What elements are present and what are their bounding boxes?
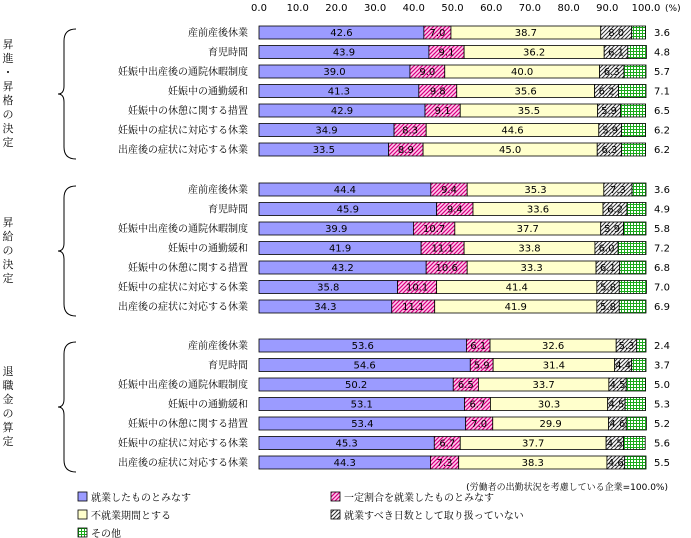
axis-tick-label: 50.0 bbox=[441, 3, 464, 14]
data-label-s3: 33.7 bbox=[532, 380, 555, 391]
data-label-s1: 53.6 bbox=[351, 341, 374, 352]
category-label: 出産後の症状に対応する休業 bbox=[118, 458, 248, 469]
data-label-s2: 8.9 bbox=[397, 145, 414, 156]
axis-tick-label: 10.0 bbox=[286, 3, 309, 14]
category-label: 妊娠中出産後の通院休暇制度 bbox=[118, 67, 248, 78]
data-label-s3: 33.3 bbox=[520, 263, 543, 274]
bar-segment-s5 bbox=[632, 359, 646, 372]
category-label: 妊娠中の通勤緩和 bbox=[168, 243, 248, 255]
data-label-s4: 4.4 bbox=[615, 360, 632, 372]
bar-segment-s5 bbox=[626, 378, 645, 391]
group-brace bbox=[58, 29, 76, 159]
data-label-s3: 35.5 bbox=[517, 106, 541, 117]
data-label-s5: 5.3 bbox=[654, 399, 670, 411]
data-label-s1: 45.9 bbox=[336, 204, 359, 216]
data-label-s4: 6.1 bbox=[608, 47, 624, 59]
group-label: 昇給の決定 bbox=[2, 216, 14, 285]
data-label-s3: 38.7 bbox=[514, 28, 537, 39]
bar-segment-s5 bbox=[620, 261, 646, 274]
axis-tick-label: 100.0 bbox=[631, 3, 661, 14]
data-label-s1: 44.4 bbox=[333, 185, 357, 196]
data-label-s5: 6.2 bbox=[654, 145, 670, 156]
data-label-s4: 6.2 bbox=[607, 204, 623, 216]
category-label: 妊娠中の通勤緩和 bbox=[168, 86, 248, 98]
legend-label-s4: 就業すべき日数として取り扱っていない bbox=[344, 511, 524, 522]
bar-segment-s5 bbox=[619, 300, 646, 313]
data-label-s5: 7.1 bbox=[654, 86, 670, 98]
data-label-s3: 33.8 bbox=[518, 243, 541, 255]
data-label-s2: 5.9 bbox=[473, 360, 490, 372]
bar-segment-s5 bbox=[620, 104, 645, 117]
legend-swatch-s3 bbox=[78, 510, 87, 519]
data-label-s1: 53.1 bbox=[350, 399, 373, 411]
data-label-s4: 5.9 bbox=[601, 106, 617, 117]
axis-tick-label: 70.0 bbox=[518, 3, 542, 14]
data-label-s4: 6.2 bbox=[598, 86, 615, 98]
data-label-s5: 5.2 bbox=[654, 419, 670, 430]
data-label-s5: 5.0 bbox=[654, 380, 670, 391]
axis-unit-label: (%) bbox=[665, 4, 681, 14]
data-label-s3: 33.6 bbox=[526, 204, 550, 216]
legend-swatch-s4 bbox=[331, 510, 340, 519]
data-label-s5: 4.8 bbox=[654, 47, 670, 59]
data-label-s5: 6.9 bbox=[654, 302, 670, 313]
data-label-s5: 6.5 bbox=[654, 106, 670, 117]
category-label: 産前産後休業 bbox=[188, 341, 248, 352]
bar-segment-s5 bbox=[627, 203, 646, 216]
data-label-s3: 41.4 bbox=[505, 282, 528, 294]
data-label-s4: 4.5 bbox=[608, 399, 625, 411]
category-label: 妊娠中出産後の通院休暇制度 bbox=[118, 380, 248, 391]
legend-label-s2: 一定割合を就業したものとみなす bbox=[344, 493, 494, 504]
bar-segment-s5 bbox=[619, 281, 646, 294]
data-label-s3: 37.7 bbox=[516, 224, 539, 235]
data-label-s5: 3.6 bbox=[654, 185, 670, 196]
data-label-s3: 30.3 bbox=[537, 399, 561, 411]
data-label-s1: 45.3 bbox=[335, 438, 358, 450]
data-label-s5: 2.4 bbox=[654, 341, 670, 352]
category-label: 育児時間 bbox=[208, 47, 248, 59]
category-label: 産前産後休業 bbox=[188, 28, 248, 39]
category-label: 妊娠中の症状に対応する休業 bbox=[118, 125, 248, 137]
data-label-s1: 42.6 bbox=[330, 28, 353, 39]
data-label-s3: 31.4 bbox=[542, 360, 566, 372]
group-label: 昇進・昇格の決定 bbox=[2, 38, 14, 149]
data-label-s2: 9.4 bbox=[441, 185, 457, 196]
data-label-s2: 10.6 bbox=[435, 263, 458, 274]
category-label: 妊娠中の休憩に関する措置 bbox=[128, 263, 248, 274]
data-label-s1: 54.6 bbox=[353, 360, 376, 372]
bar-segment-s5 bbox=[625, 398, 646, 411]
data-label-s4: 8.0 bbox=[608, 28, 625, 39]
data-label-s2: 7.3 bbox=[436, 458, 453, 469]
category-label: 妊娠中の症状に対応する休業 bbox=[118, 438, 248, 450]
data-label-s2: 6.7 bbox=[439, 438, 456, 450]
data-label-s2: 6.7 bbox=[469, 399, 486, 411]
data-label-s2: 11.1 bbox=[402, 302, 425, 313]
data-label-s4: 5.8 bbox=[600, 282, 617, 294]
percent-axis bbox=[251, 3, 681, 14]
data-label-s3: 44.6 bbox=[501, 125, 524, 137]
bar-segment-s5 bbox=[622, 124, 646, 137]
bar-segment-s5 bbox=[632, 183, 646, 196]
data-label-s2: 7.0 bbox=[429, 28, 446, 39]
data-label-s3: 38.3 bbox=[521, 458, 544, 469]
data-label-s1: 33.5 bbox=[312, 145, 335, 156]
data-label-s4: 6.0 bbox=[598, 243, 615, 255]
data-label-s5: 7.0 bbox=[654, 282, 670, 294]
data-label-s3: 41.9 bbox=[504, 302, 527, 313]
axis-tick-label: 30.0 bbox=[363, 3, 387, 14]
legend-swatch-s2 bbox=[331, 492, 340, 501]
category-label: 妊娠中の休憩に関する措置 bbox=[128, 419, 248, 430]
data-label-s3: 37.7 bbox=[522, 438, 545, 450]
data-label-s3: 32.6 bbox=[541, 341, 565, 352]
data-label-s4: 5.8 bbox=[600, 302, 617, 313]
data-label-s1: 34.9 bbox=[315, 125, 338, 137]
bar-segment-s5 bbox=[628, 46, 647, 59]
bar-segment-s5 bbox=[625, 456, 646, 469]
data-label-s5: 3.6 bbox=[654, 28, 670, 39]
data-label-s2: 9.1 bbox=[438, 47, 455, 59]
legend bbox=[78, 491, 524, 538]
data-label-s5: 3.7 bbox=[654, 360, 670, 372]
data-label-s3: 36.2 bbox=[523, 47, 546, 59]
data-label-s4: 6.1 bbox=[599, 263, 616, 274]
data-label-s5: 5.7 bbox=[654, 67, 670, 78]
data-label-s4: 4.5 bbox=[606, 438, 623, 450]
data-label-s1: 35.8 bbox=[317, 282, 340, 294]
data-label-s2: 10.1 bbox=[405, 282, 429, 294]
data-label-s5: 7.2 bbox=[654, 243, 670, 255]
group-labels bbox=[3, 29, 77, 472]
legend-label-s5: その他 bbox=[91, 529, 121, 538]
category-label: 妊娠中の症状に対応する休業 bbox=[118, 282, 248, 294]
group-label: 退職金の算定 bbox=[2, 365, 14, 448]
data-label-s1: 53.4 bbox=[351, 419, 374, 430]
category-label: 出産後の症状に対応する休業 bbox=[118, 145, 248, 156]
data-label-s1: 43.9 bbox=[332, 47, 356, 59]
data-label-s1: 42.9 bbox=[330, 106, 354, 117]
axis-tick-label: 20.0 bbox=[325, 3, 348, 14]
data-label-s5: 5.8 bbox=[654, 224, 670, 235]
data-label-s4: 7.3 bbox=[609, 185, 626, 196]
data-label-s1: 41.3 bbox=[327, 86, 351, 98]
data-label-s2: 9.1 bbox=[434, 106, 451, 117]
category-label: 出産後の症状に対応する休業 bbox=[118, 302, 248, 313]
legend-swatch-s1 bbox=[78, 492, 87, 501]
bar-segment-s5 bbox=[637, 339, 646, 352]
data-label-s4: 4.6 bbox=[607, 458, 624, 469]
bar-segment-s5 bbox=[619, 85, 646, 98]
data-label-s3: 35.3 bbox=[524, 185, 547, 196]
category-labels bbox=[118, 26, 248, 469]
group-brace bbox=[58, 186, 76, 316]
bar-rows bbox=[259, 26, 670, 469]
data-label-s3: 35.6 bbox=[514, 86, 537, 98]
bar-segment-s5 bbox=[624, 222, 646, 235]
category-label: 産前産後休業 bbox=[188, 185, 248, 196]
data-label-s2: 7.0 bbox=[471, 419, 488, 430]
data-label-s4: 4.5 bbox=[609, 380, 626, 391]
data-label-s4: 6.3 bbox=[603, 67, 620, 78]
axis-tick-label: 40.0 bbox=[402, 3, 425, 14]
data-label-s1: 34.3 bbox=[314, 302, 337, 313]
data-label-s3: 29.9 bbox=[539, 419, 562, 430]
data-label-s4: 4.6 bbox=[609, 419, 626, 430]
bar-segment-s5 bbox=[622, 143, 646, 156]
data-label-s2: 10.7 bbox=[422, 224, 446, 235]
data-label-s5: 6.8 bbox=[654, 263, 670, 274]
data-label-s3: 40.0 bbox=[511, 67, 534, 78]
data-label-s2: 6.1 bbox=[470, 341, 487, 352]
legend-swatch-s5 bbox=[78, 528, 87, 537]
bar-segment-s5 bbox=[632, 26, 646, 39]
axis-tick-label: 90.0 bbox=[596, 3, 619, 14]
data-label-s5: 5.6 bbox=[654, 438, 670, 450]
bar-segment-s5 bbox=[624, 437, 646, 450]
data-label-s1: 41.9 bbox=[328, 243, 352, 255]
data-label-s4: 5.3 bbox=[618, 341, 635, 352]
footnote bbox=[466, 481, 668, 493]
data-label-s2: 9.0 bbox=[419, 67, 436, 78]
footnote-text: (労働者の出勤状況を考慮している企業=100.0%) bbox=[466, 483, 668, 493]
category-label: 妊娠中の通勤緩和 bbox=[168, 399, 248, 411]
bar-segment-s5 bbox=[618, 242, 646, 255]
legend-label-s3: 不就業期間とする bbox=[91, 511, 171, 522]
data-label-s5: 4.9 bbox=[654, 204, 670, 216]
data-label-s4: 6.3 bbox=[601, 145, 618, 156]
axis-tick-label: 0.0 bbox=[251, 3, 267, 14]
legend-label-s1: 就業したものとみなす bbox=[91, 493, 191, 504]
category-label: 育児時間 bbox=[208, 360, 248, 372]
data-label-s4: 5.9 bbox=[604, 224, 621, 235]
axis-tick-label: 60.0 bbox=[480, 3, 503, 14]
data-label-s1: 39.0 bbox=[323, 67, 346, 78]
data-label-s1: 50.2 bbox=[345, 380, 368, 391]
data-label-s4: 5.9 bbox=[602, 125, 619, 137]
axis-tick-label: 80.0 bbox=[557, 3, 580, 14]
data-label-s2: 9.4 bbox=[446, 204, 463, 216]
data-label-s2: 11.1 bbox=[431, 243, 454, 255]
category-label: 育児時間 bbox=[208, 204, 248, 216]
data-label-s1: 43.2 bbox=[331, 263, 354, 274]
data-label-s1: 39.9 bbox=[325, 224, 348, 235]
category-label: 妊娠中の休憩に関する措置 bbox=[128, 106, 248, 117]
data-label-s5: 5.5 bbox=[654, 458, 670, 469]
bar-segment-s5 bbox=[624, 65, 646, 78]
group-brace bbox=[58, 342, 76, 472]
data-label-s3: 45.0 bbox=[499, 145, 522, 156]
data-label-s2: 9.8 bbox=[429, 86, 446, 98]
data-label-s2: 8.3 bbox=[402, 125, 419, 137]
category-label: 妊娠中出産後の通院休暇制度 bbox=[118, 224, 248, 235]
bar-segment-s5 bbox=[626, 417, 646, 430]
data-label-s1: 44.3 bbox=[333, 458, 356, 469]
data-label-s5: 6.2 bbox=[654, 125, 670, 137]
data-label-s2: 6.5 bbox=[457, 380, 474, 391]
